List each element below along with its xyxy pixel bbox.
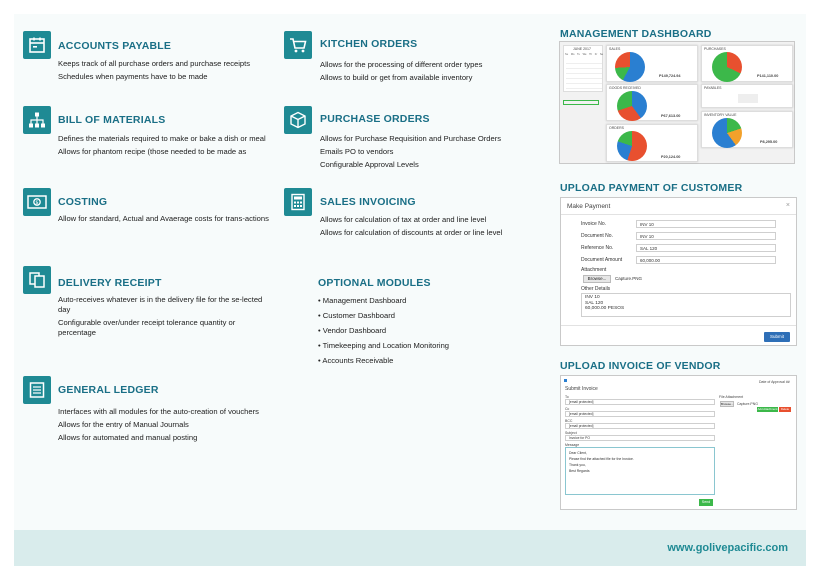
panel-amount: P149,724.94 [659, 74, 681, 78]
to-label: To [565, 395, 569, 399]
file-name: Capture.PNG [737, 402, 759, 406]
field-label: Document Amount [581, 257, 623, 263]
divider [561, 214, 796, 215]
field-label: Document No. [581, 233, 613, 239]
feature-line: Defines the materials required to make or bake a dish or meal [58, 134, 266, 143]
pie-chart [617, 131, 647, 161]
panel-label: INVENTORY VALUE [704, 113, 737, 117]
list-item: • Customer Dashboard [318, 311, 395, 320]
feature-line: Keeps track of all purchase orders and purchase receipts [58, 59, 251, 68]
feature-line: Allows for Purchase Requisition and Purchase Orders [320, 134, 502, 143]
panel-amount: P141,110.00 [757, 74, 779, 78]
message-textarea[interactable]: Dear Client, Please find the attached file for the Invoice. Thank you, Best Regards [565, 447, 715, 495]
dashboard-panel-purchases [701, 45, 793, 82]
file-name: Capture.PNG [615, 276, 643, 281]
other-details-textarea[interactable]: INV 10 SAL 120 60,000.00 PESOS [581, 293, 791, 317]
box-icon [284, 106, 312, 134]
browse-button[interactable]: Browse... [721, 402, 734, 406]
upload-invoice-title: UPLOAD INVOICE OF VENDOR [560, 360, 721, 372]
panel-label: PURCHASES [704, 47, 726, 51]
bcc-label: BCC [565, 419, 573, 423]
feature-line: Allows for calculation of tax at order and line level [320, 215, 487, 224]
calendar-weekdays: Su Mo Tu We Th Fr Sa [565, 53, 603, 56]
hierarchy-icon [23, 106, 51, 134]
footer-bar [14, 530, 806, 566]
dashboard-panel-payables [701, 84, 793, 108]
form-title: Submit Invoice [565, 386, 598, 392]
feature-title: BILL OF MATERIALS [58, 114, 166, 126]
cc-input[interactable]: [email protected] [565, 411, 715, 417]
divider [561, 325, 796, 326]
add-attachment-button[interactable]: Add Attachment [757, 407, 778, 411]
invoice-no-input[interactable]: INV 10 [636, 220, 776, 228]
feature-line: Schedules when payments have to be made [58, 72, 208, 81]
attachment-label: Attachment [581, 267, 607, 273]
list-item: • Accounts Receivable [318, 356, 394, 365]
feature-description [58, 59, 280, 85]
panel-label: GOODS RECEIVED [609, 86, 641, 90]
list-item: • Management Dashboard [318, 296, 407, 305]
feature-line: Interfaces with all modules for the auto-creation of vouchers [58, 407, 259, 416]
panel-label: SALES [609, 47, 621, 51]
pie-chart [615, 52, 645, 82]
svg-text:$: $ [35, 200, 39, 206]
upload-payment-title: UPLOAD PAYMENT OF CUSTOMER [560, 182, 743, 194]
calendar-grid [566, 59, 602, 91]
field-label: Invoice No. [581, 221, 607, 227]
attachment-label: File Attachment [719, 395, 744, 399]
panel-amount: P20,124.00 [661, 155, 681, 159]
dashboard-panel-orders [606, 124, 698, 162]
ledger-icon [23, 376, 51, 404]
feature-line: Allows for calculation of discounts at order or line level [320, 228, 503, 237]
cc-label: Cc [565, 407, 570, 411]
message-label: Message [565, 443, 580, 447]
feature-line: Allows for phantom recipe (those needed to be made as [58, 147, 247, 156]
delete-button[interactable]: Delete [780, 407, 790, 411]
feature-title: GENERAL LEDGER [58, 384, 159, 396]
feature-line: Configurable Approval Levels [320, 160, 419, 169]
feature-title: ACCOUNTS PAYABLE [58, 40, 172, 52]
feature-description [58, 295, 270, 341]
modal-title: Make Payment [567, 203, 611, 210]
feature-description [320, 215, 540, 241]
header-text: Date of Approval ## [759, 380, 790, 384]
feature-line: Allows for the processing of different order types [320, 60, 483, 69]
feature-title: SALES INVOICING [320, 196, 416, 208]
feature-description [58, 134, 280, 160]
calendar-icon [23, 31, 51, 59]
feature-title: DELIVERY RECEIPT [58, 277, 162, 289]
calendar-month: JUNE 2017 [573, 47, 591, 51]
feature-line: Configurable over/under receipt tolerance quantity or percentage [58, 318, 236, 337]
documents-icon [23, 266, 51, 294]
empty-chart-placeholder [738, 94, 758, 103]
feature-line: Allows to build or get from available inventory [320, 73, 473, 82]
dashboard-panel-sales [606, 45, 698, 82]
close-icon[interactable]: × [785, 202, 790, 209]
feature-title: COSTING [58, 196, 108, 208]
panel-amount: P67,613.00 [661, 114, 681, 118]
feature-line: Emails PO to vendors [320, 147, 394, 156]
feature-description [320, 60, 540, 86]
optional-modules-list [318, 296, 538, 371]
list-item: • Vendor Dashboard [318, 326, 387, 335]
panel-label: ORDERS [609, 126, 624, 130]
send-button[interactable]: Send [699, 499, 713, 506]
panel-label: PAYABLES [704, 86, 722, 90]
browse-button[interactable]: Browse... [583, 275, 611, 283]
make-payment-screenshot [560, 197, 797, 346]
app-logo [564, 379, 567, 382]
management-dashboard-screenshot [559, 41, 795, 164]
calendar-widget [563, 45, 603, 92]
optional-modules-title: OPTIONAL MODULES [318, 277, 431, 289]
panel-amount: P8,295.00 [760, 140, 778, 144]
feature-title: KITCHEN ORDERS [320, 38, 418, 50]
document-no-input[interactable]: INV 10 [636, 232, 776, 240]
to-input[interactable]: [email protected] [565, 399, 715, 405]
reference-no-input[interactable]: SAL 120 [636, 244, 776, 252]
feature-line: Auto-receives whatever is in the delivery file for the se-lected day [58, 295, 263, 314]
feature-description [320, 134, 540, 173]
list-item: • Timekeeping and Location Monitoring [318, 341, 450, 350]
feature-line: Allows for automated and manual posting [58, 433, 198, 442]
other-details-label: Other Details [581, 286, 611, 292]
feature-description [58, 214, 272, 227]
bcc-input[interactable]: [email protected] [565, 423, 715, 429]
money-icon [23, 188, 51, 216]
subject-input[interactable]: Invoice for PO [565, 435, 715, 441]
dashboard-panel-inventory-value [701, 111, 793, 148]
submit-invoice-screenshot [560, 375, 797, 510]
feature-description [58, 407, 276, 446]
calendar-button[interactable] [563, 100, 599, 105]
feature-line: Allow for standard, Actual and Avaerage costs for trans-actions [58, 214, 269, 223]
pie-chart [712, 52, 742, 82]
field-label: Reference No. [581, 245, 614, 251]
submit-button[interactable]: Submit [764, 332, 790, 342]
cart-icon [284, 31, 312, 59]
pie-chart [617, 91, 647, 121]
document-amount-input[interactable]: 60,000.00 [636, 256, 776, 264]
pie-chart [712, 118, 742, 148]
dashboard-panel-goods-received [606, 84, 698, 121]
feature-title: PURCHASE ORDERS [320, 113, 430, 125]
feature-line: Allows for the entry of Manual Journals [58, 420, 189, 429]
management-dashboard-title: MANAGEMENT DASHBOARD [560, 28, 712, 40]
subject-label: Subject [565, 431, 577, 435]
calculator-icon [284, 188, 312, 216]
website-url[interactable]: www.golivepacific.com [667, 542, 788, 554]
